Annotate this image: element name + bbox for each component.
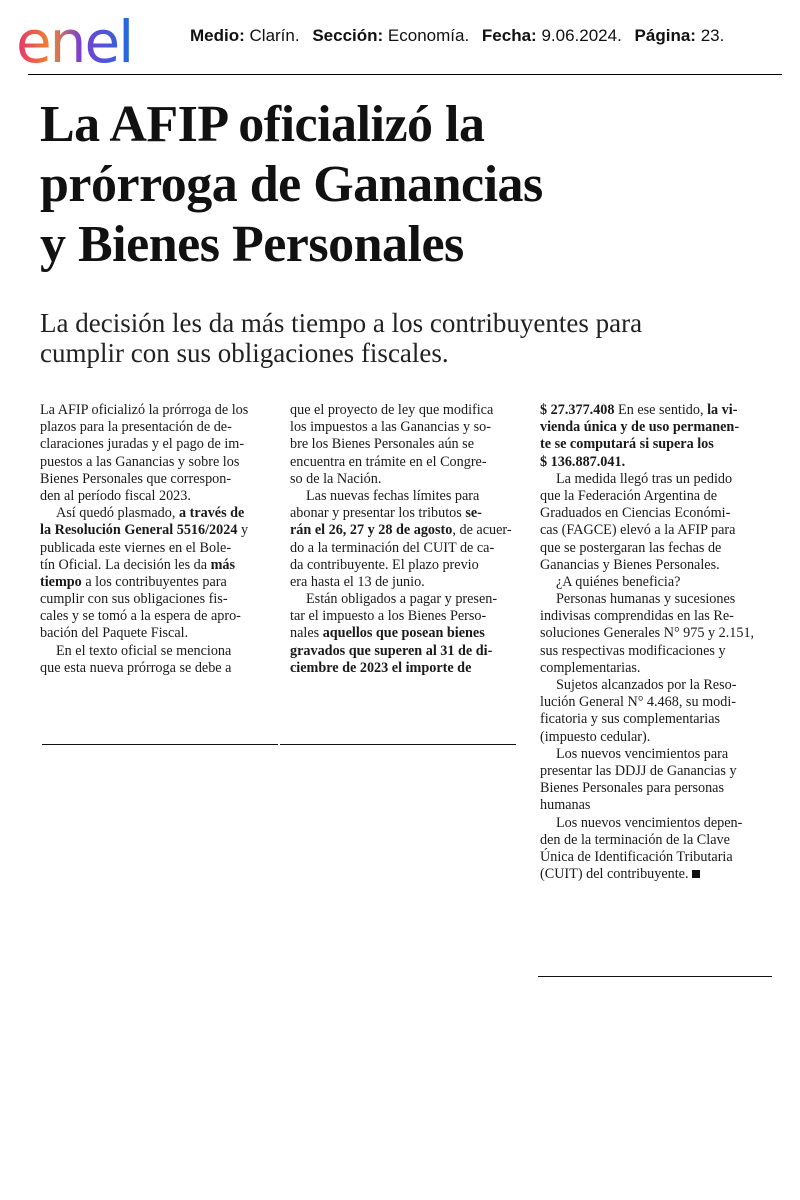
text-line: que se postergaran las fechas de (540, 539, 722, 556)
text-line: so de la Nación. (290, 470, 382, 487)
text-line: complementarias. (540, 659, 641, 676)
text-line: bre los Bienes Personales aún se (290, 436, 475, 453)
seccion-label: Sección: (312, 26, 384, 45)
text-line: Sujetos alcanzados por la Reso- (556, 677, 737, 693)
text-run: tín Oficial. La decisión les da (40, 556, 211, 573)
text-line: los impuestos a las Ganancias y so- (290, 419, 491, 436)
text-line: Están obligados a pagar y presen- (306, 591, 498, 608)
text-line: que el proyecto de ley que modifica (290, 402, 494, 418)
text-run: Así quedó plasmado, (56, 505, 179, 522)
bold-run: aquellos que posean bienes (322, 625, 485, 642)
text-line: cas (FAGCE) elevó a la AFIP para (540, 522, 736, 539)
enel-logo (14, 8, 179, 70)
pagina-value: 23. (700, 26, 725, 45)
bold-run: $ 136.887.041. (540, 453, 626, 470)
text-run: y (237, 522, 249, 539)
clipping-meta (190, 26, 790, 46)
text-line: (impuesto cedular). (540, 728, 651, 745)
article-subtitle (40, 308, 780, 368)
text-line: soluciones Generales N° 975 y 2.151, (540, 625, 755, 642)
text-line: Los nuevos vencimientos para (556, 745, 729, 762)
text-run: (CUIT) del contribuyente. (540, 866, 689, 883)
text-line: plazos para la presentación de de- (40, 419, 232, 436)
text-line (540, 419, 776, 436)
headline-line: prórroga de Ganancias (40, 156, 543, 213)
text-line: ficatoria y sus complementarias (540, 711, 721, 728)
text-line: Única de Identificación Tributaria (540, 848, 733, 865)
article-column-1 (40, 402, 272, 677)
headline-line: La AFIP oficializó la (40, 96, 485, 153)
text-line: tar el impuesto a los Bienes Perso- (290, 608, 487, 625)
text-line: Ganancias y Bienes Personales. (540, 556, 720, 573)
text-line: En el texto oficial se menciona (56, 642, 232, 659)
subtitle-line: cumplir con sus obligaciones fiscales. (40, 338, 449, 368)
text-line: den de la terminación de la Clave (540, 831, 730, 848)
bold-run: a través de (178, 505, 245, 522)
fecha-label: Fecha: (481, 26, 537, 45)
bold-run: la vi- (707, 402, 738, 418)
bold-run: rán el 26, 27 y 28 de agosto (290, 522, 453, 539)
text-line: bación del Paquete Fiscal. (40, 625, 189, 642)
text-line (290, 660, 522, 677)
text-line (540, 866, 776, 883)
bold-run: más (210, 556, 236, 573)
text-line (40, 522, 272, 539)
text-line: Personas humanas y sucesiones (556, 591, 736, 608)
article-headline (40, 95, 760, 275)
text-run: nales (290, 625, 323, 642)
text-line: Las nuevas fechas límites para (306, 487, 480, 504)
text-line: publicada este viernes en el Bole- (40, 539, 232, 556)
article-column-3 (540, 402, 776, 883)
seccion-value: Economía. (387, 26, 470, 45)
text-line (540, 402, 776, 419)
text-line (540, 436, 776, 453)
bold-run: $ 27.377.408 (540, 402, 615, 418)
clipping-header (0, 0, 800, 80)
text-line: indivisas comprendidas en las Re- (540, 608, 734, 625)
text-line: presentar las DDJJ de Ganancias y (540, 762, 737, 779)
text-line: que esta nueva prórroga se debe a (40, 659, 232, 676)
bold-run: la Resolución General 5516/2024 (40, 522, 238, 539)
bold-run: ciembre de 2023 el importe de (290, 659, 472, 676)
text-line: do a la terminación del CUIT de ca- (290, 539, 495, 556)
text-line: ¿A quiénes beneficia? (556, 573, 681, 590)
text-line: Los nuevos vencimientos depen- (556, 814, 743, 831)
pagina-label: Página: (634, 26, 696, 45)
text-line: da contribuyente. El plazo previo (290, 556, 479, 573)
text-line (40, 505, 272, 522)
bold-run: te se computará si supera los (540, 436, 714, 453)
subtitle-line: La decisión les da más tiempo a los contribuyentes para (40, 308, 643, 338)
text-line (40, 574, 272, 591)
bold-run: se- (465, 505, 482, 522)
text-line: era hasta el 13 de junio. (290, 573, 425, 590)
headline-line: y Bienes Personales (40, 216, 464, 273)
column-1-end-rule (42, 744, 278, 745)
text-line (290, 625, 522, 642)
column-2-end-rule (280, 744, 516, 745)
bold-run: vienda única y de uso permanen- (540, 419, 740, 436)
text-line (40, 557, 272, 574)
logo-wordmark: enel (16, 8, 133, 70)
text-line: La medida llegó tras un pedido (556, 470, 733, 487)
text-line: encuentra en trámite en el Congre- (290, 453, 487, 470)
text-line: humanas (540, 797, 591, 814)
text-line: claraciones juradas y el pago de im- (40, 436, 245, 453)
fecha-value: 9.06.2024. (541, 26, 622, 45)
text-line (290, 505, 522, 522)
text-line: La AFIP oficializó la prórroga de los (40, 402, 249, 418)
text-line: lución General N° 4.468, su modi- (540, 694, 736, 711)
text-run: , de acuer- (452, 522, 512, 539)
text-line: sus respectivas modificaciones y (540, 642, 726, 659)
text-line: den al período fiscal 2023. (40, 487, 191, 504)
medio-label: Medio: (190, 26, 245, 45)
text-line: Bienes Personales para personas (540, 780, 724, 797)
text-line: Graduados en Ciencias Económi- (540, 505, 731, 522)
text-line: que la Federación Argentina de (540, 487, 718, 504)
text-line (540, 454, 776, 471)
end-of-article-mark (692, 870, 700, 878)
text-line (290, 643, 522, 660)
text-line: cumplir con sus obligaciones fis- (40, 591, 228, 608)
text-line: Bienes Personales que correspon- (40, 470, 232, 487)
bold-run: tiempo (40, 573, 82, 590)
article-column-2 (290, 402, 522, 677)
medio-value: Clarín. (249, 26, 300, 45)
column-3-end-rule (538, 976, 772, 977)
bold-run: gravados que superen al 31 de di- (290, 642, 493, 659)
header-divider (28, 74, 782, 75)
text-line: puestos a las Ganancias y sobre los (40, 453, 240, 470)
text-run: a los contribuyentes para (81, 573, 227, 590)
text-run: abonar y presentar los tributos (290, 505, 466, 522)
text-line: cales y se tomó a la espera de apro- (40, 608, 241, 625)
text-run: En ese sentido, (614, 402, 708, 418)
text-line (290, 522, 522, 539)
